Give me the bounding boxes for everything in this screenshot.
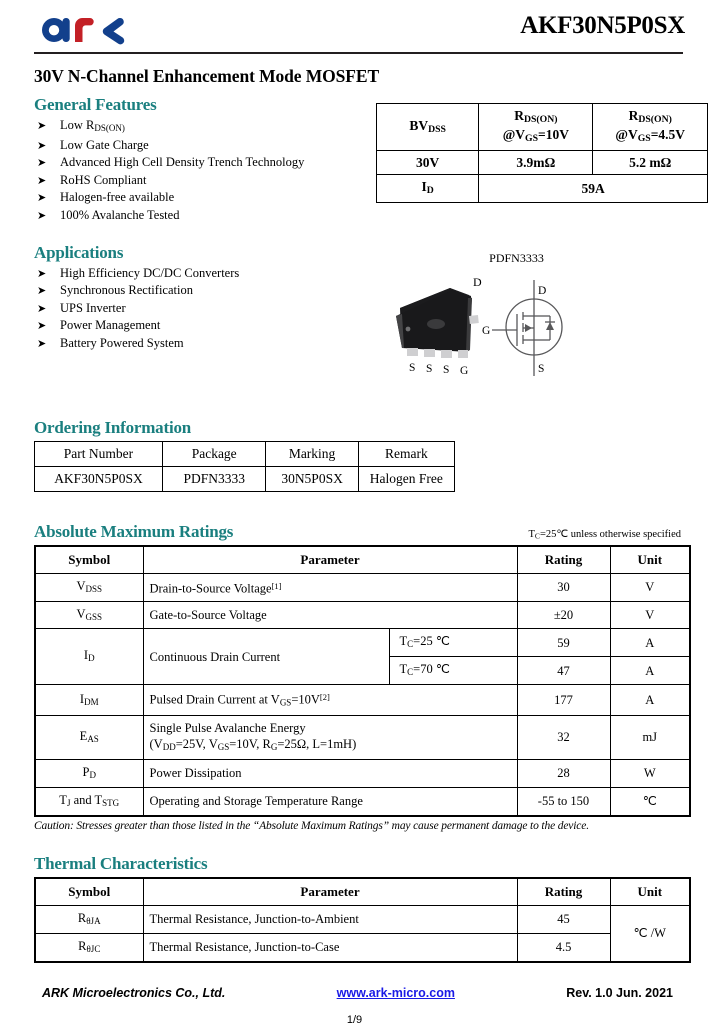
- feature-text: Low $R_{DS(ON)}$: [60, 118, 125, 133]
- symbol-label-drain: D: [538, 284, 547, 297]
- table-row: [35, 601, 690, 629]
- general-features-block: [24, 95, 374, 225]
- cell-parameter: Thermal Resistance, Junction-to-Case: [143, 933, 517, 961]
- feature-text: 100% Avalanche Tested: [60, 207, 180, 222]
- table-row: [35, 573, 690, 601]
- list-item: [34, 207, 374, 225]
- symbol-label-source: S: [538, 362, 545, 375]
- cell-rating: ±20: [517, 601, 610, 629]
- cell-symbol: $E_{AS}$: [35, 715, 143, 759]
- list-item: [34, 117, 374, 137]
- abs-max-condition-note: $T_C=25℃$ unless otherwise specified: [528, 528, 681, 541]
- list-item: [34, 335, 354, 353]
- table-header-row: [35, 878, 690, 906]
- col-header-parameter: Parameter: [143, 878, 517, 906]
- cell-rds-10v-header: $R_{DS(ON)}$ $@V_{GS}=10V$: [479, 104, 593, 151]
- cell-rds-45v-value: 5.2 mΩ: [593, 151, 708, 175]
- footer-row: [24, 986, 685, 1000]
- cell-parameter: Operating and Storage Temperature Range: [143, 787, 517, 815]
- cell-rating: 47: [517, 657, 610, 685]
- application-text: Battery Powered System: [60, 335, 184, 350]
- arrow-bullet-icon: ➤: [37, 174, 47, 187]
- cell-rds-10v-value: 3.9mΩ: [479, 151, 593, 175]
- arrow-bullet-icon: ➤: [37, 157, 47, 170]
- list-item: [34, 282, 354, 300]
- feature-text: Halogen-free available: [60, 190, 175, 205]
- footer-company-name: ARK Microelectronics Co., Ltd.: [42, 986, 226, 1000]
- arrow-bullet-icon: ➤: [37, 320, 47, 333]
- cell-rating: 177: [517, 685, 610, 716]
- package-label-g: G: [460, 364, 469, 377]
- cell-symbol: $V_{GSS}$: [35, 601, 143, 629]
- footer-page-number: 1/9: [346, 1014, 363, 1026]
- header-divider: [34, 52, 683, 54]
- cell-symbol: $I_{DM}$: [35, 685, 143, 716]
- cell-parameter: Gate-to-Source Voltage: [143, 601, 517, 629]
- footer-website-link[interactable]: www.ark-micro.com: [336, 986, 455, 1000]
- page-header: [24, 0, 685, 52]
- table-row: [35, 715, 690, 759]
- thermal-characteristics-section: [24, 854, 685, 963]
- application-text: Synchronous Rectification: [60, 283, 193, 298]
- cell-rating: 59: [517, 629, 610, 657]
- col-header-unit: Unit: [610, 878, 690, 906]
- absolute-maximum-ratings-table: [34, 545, 691, 817]
- list-item: [34, 189, 374, 207]
- cell-rating: 45: [517, 905, 610, 933]
- col-header-package: Package: [162, 441, 266, 466]
- package-block: [354, 243, 685, 377]
- arrow-bullet-icon: ➤: [37, 192, 47, 205]
- cell-unit: V: [610, 573, 690, 601]
- cell-symbol: $R_{\theta JA}$: [35, 905, 143, 933]
- thermal-characteristics-table: [34, 877, 691, 963]
- applications-block: [24, 243, 354, 372]
- key-spec-block: [374, 95, 708, 225]
- table-row: [35, 759, 690, 787]
- col-header-marking: Marking: [266, 441, 358, 466]
- package-name-label: PDFN3333: [489, 250, 544, 265]
- cell-unit: ℃ /W: [610, 905, 690, 961]
- cell-bvdss-value: 30V: [377, 151, 479, 175]
- package-graphic: [354, 272, 685, 377]
- features-and-spec-section: [24, 95, 685, 225]
- cell-parameter: Drain-to-Source Voltage[1]: [143, 573, 517, 601]
- ordering-information-section: [24, 418, 685, 492]
- list-item: [34, 265, 354, 283]
- cell-condition: $T_C=70$ ℃: [389, 657, 517, 685]
- list-item: [34, 317, 354, 335]
- table-row: [35, 466, 455, 491]
- thermal-characteristics-heading: Thermal Characteristics: [34, 853, 208, 873]
- table-row: [377, 104, 708, 151]
- cell-unit: V: [610, 601, 690, 629]
- cell-parameter: Thermal Resistance, Junction-to-Ambient: [143, 905, 517, 933]
- feature-text: Low Gate Charge: [60, 137, 149, 152]
- ordering-information-table: [34, 441, 455, 492]
- application-text: Power Management: [60, 318, 161, 333]
- list-item: [34, 154, 374, 172]
- col-header-symbol: Symbol: [35, 546, 143, 574]
- list-item: [34, 137, 374, 155]
- cell-rating: 30: [517, 573, 610, 601]
- package-label-s3: S: [443, 363, 450, 376]
- cell-unit: ℃: [610, 787, 690, 815]
- cell-part-number: AKF30N5P0SX: [35, 466, 163, 491]
- cell-symbol: $R_{\theta JC}$: [35, 933, 143, 961]
- applications-heading: Applications: [34, 242, 124, 262]
- absolute-maximum-ratings-section: [24, 522, 685, 832]
- application-text: UPS Inverter: [60, 300, 126, 315]
- application-text: High Efficiency DC/DC Converters: [60, 265, 240, 280]
- feature-text: RoHS Compliant: [60, 172, 147, 187]
- general-features-heading: General Features: [34, 95, 157, 114]
- cell-symbol: $P_D$: [35, 759, 143, 787]
- cell-rating: 28: [517, 759, 610, 787]
- col-header-rating: Rating: [517, 878, 610, 906]
- cell-rating: 4.5: [517, 933, 610, 961]
- package-photo-icon: [396, 288, 479, 358]
- ark-logo-svg: [34, 5, 142, 47]
- cell-parameter: Power Dissipation: [143, 759, 517, 787]
- cell-rds-45v-header: $R_{DS(ON)}$ $@V_{GS}=4.5V$: [593, 104, 708, 151]
- table-row: [35, 787, 690, 815]
- col-header-parameter: Parameter: [143, 546, 517, 574]
- arrow-bullet-icon: ➤: [37, 209, 47, 222]
- applications-and-package-section: [24, 242, 685, 377]
- list-item: [34, 172, 374, 190]
- arrow-bullet-icon: ➤: [37, 120, 47, 132]
- cell-remark: Halogen Free: [358, 466, 454, 491]
- feature-text: Advanced High Cell Density Trench Technology: [60, 155, 305, 170]
- cell-id-value: 59A: [479, 175, 708, 203]
- table-row: [35, 933, 690, 961]
- table-header-row: [35, 441, 455, 466]
- col-header-unit: Unit: [610, 546, 690, 574]
- cell-parameter: Single Pulse Avalanche Energy ($V_{DD}=25V$, $V_{GS}=10V$, $R_G=25\Omega$, L=1mH): [143, 715, 517, 759]
- package-and-symbol-svg: [354, 272, 584, 380]
- cell-package: PDFN3333: [162, 466, 266, 491]
- symbol-label-gate: G: [482, 324, 491, 337]
- table-row: [377, 151, 708, 175]
- cell-symbol: $T_J$ and $T_{STG}$: [35, 787, 143, 815]
- abs-max-heading-row: [34, 522, 685, 542]
- col-header-rating: Rating: [517, 546, 610, 574]
- arrow-bullet-icon: ➤: [37, 267, 47, 280]
- ark-logo: [34, 5, 142, 47]
- page-footer: [24, 986, 685, 1026]
- cell-unit: A: [610, 657, 690, 685]
- arrow-bullet-icon: ➤: [37, 139, 47, 152]
- ordering-information-heading: Ordering Information: [34, 417, 192, 437]
- table-row: [35, 629, 690, 657]
- general-features-list: [34, 117, 374, 225]
- cell-bvdss-header: $BV_{DSS}$: [377, 104, 479, 151]
- arrow-bullet-icon: ➤: [37, 285, 47, 298]
- footer-revision: Rev. 1.0 Jun. 2021: [566, 986, 673, 1000]
- cell-symbol: $V_{DSS}$: [35, 573, 143, 601]
- cell-unit: A: [610, 629, 690, 657]
- col-header-symbol: Symbol: [35, 878, 143, 906]
- cell-rating: -55 to 150: [517, 787, 610, 815]
- part-number-title: AKF30N5P0SX: [520, 12, 685, 39]
- cell-symbol: $I_D$: [35, 629, 143, 685]
- table-row: [35, 905, 690, 933]
- cell-unit: mJ: [610, 715, 690, 759]
- applications-list: [34, 265, 354, 353]
- body-diode-icon: [546, 322, 554, 330]
- cell-unit: A: [610, 685, 690, 716]
- package-label-s2: S: [426, 362, 433, 375]
- col-header-remark: Remark: [358, 441, 454, 466]
- body-arrow-icon: [525, 324, 532, 332]
- key-spec-table: [376, 103, 708, 203]
- arrow-bullet-icon: ➤: [37, 302, 47, 315]
- package-label-drain: D: [473, 274, 482, 289]
- document-subtitle: 30V N-Channel Enhancement Mode MOSFET: [34, 66, 380, 86]
- list-item: [34, 300, 354, 318]
- table-row: [35, 685, 690, 716]
- table-header-row: [35, 546, 690, 574]
- cell-id-label: $I_D$: [377, 175, 479, 203]
- cell-parameter: Continuous Drain Current: [143, 629, 389, 685]
- cell-condition: $T_C=25$ ℃: [389, 629, 517, 657]
- cell-rating: 32: [517, 715, 610, 759]
- col-header-part-number: Part Number: [35, 441, 163, 466]
- cell-marking: 30N5P0SX: [266, 466, 358, 491]
- caution-note: Caution: Stresses greater than those listed in the “Absolute Maximum Ratings” may cause permanent damage to the device.: [34, 819, 589, 832]
- absolute-maximum-ratings-heading: Absolute Maximum Ratings: [34, 521, 234, 541]
- arrow-bullet-icon: ➤: [37, 337, 47, 350]
- cell-unit: W: [610, 759, 690, 787]
- table-row: [377, 175, 708, 203]
- package-label-s1: S: [409, 361, 416, 374]
- cell-parameter: Pulsed Drain Current at $V_{GS}=10V[2]$: [143, 685, 517, 716]
